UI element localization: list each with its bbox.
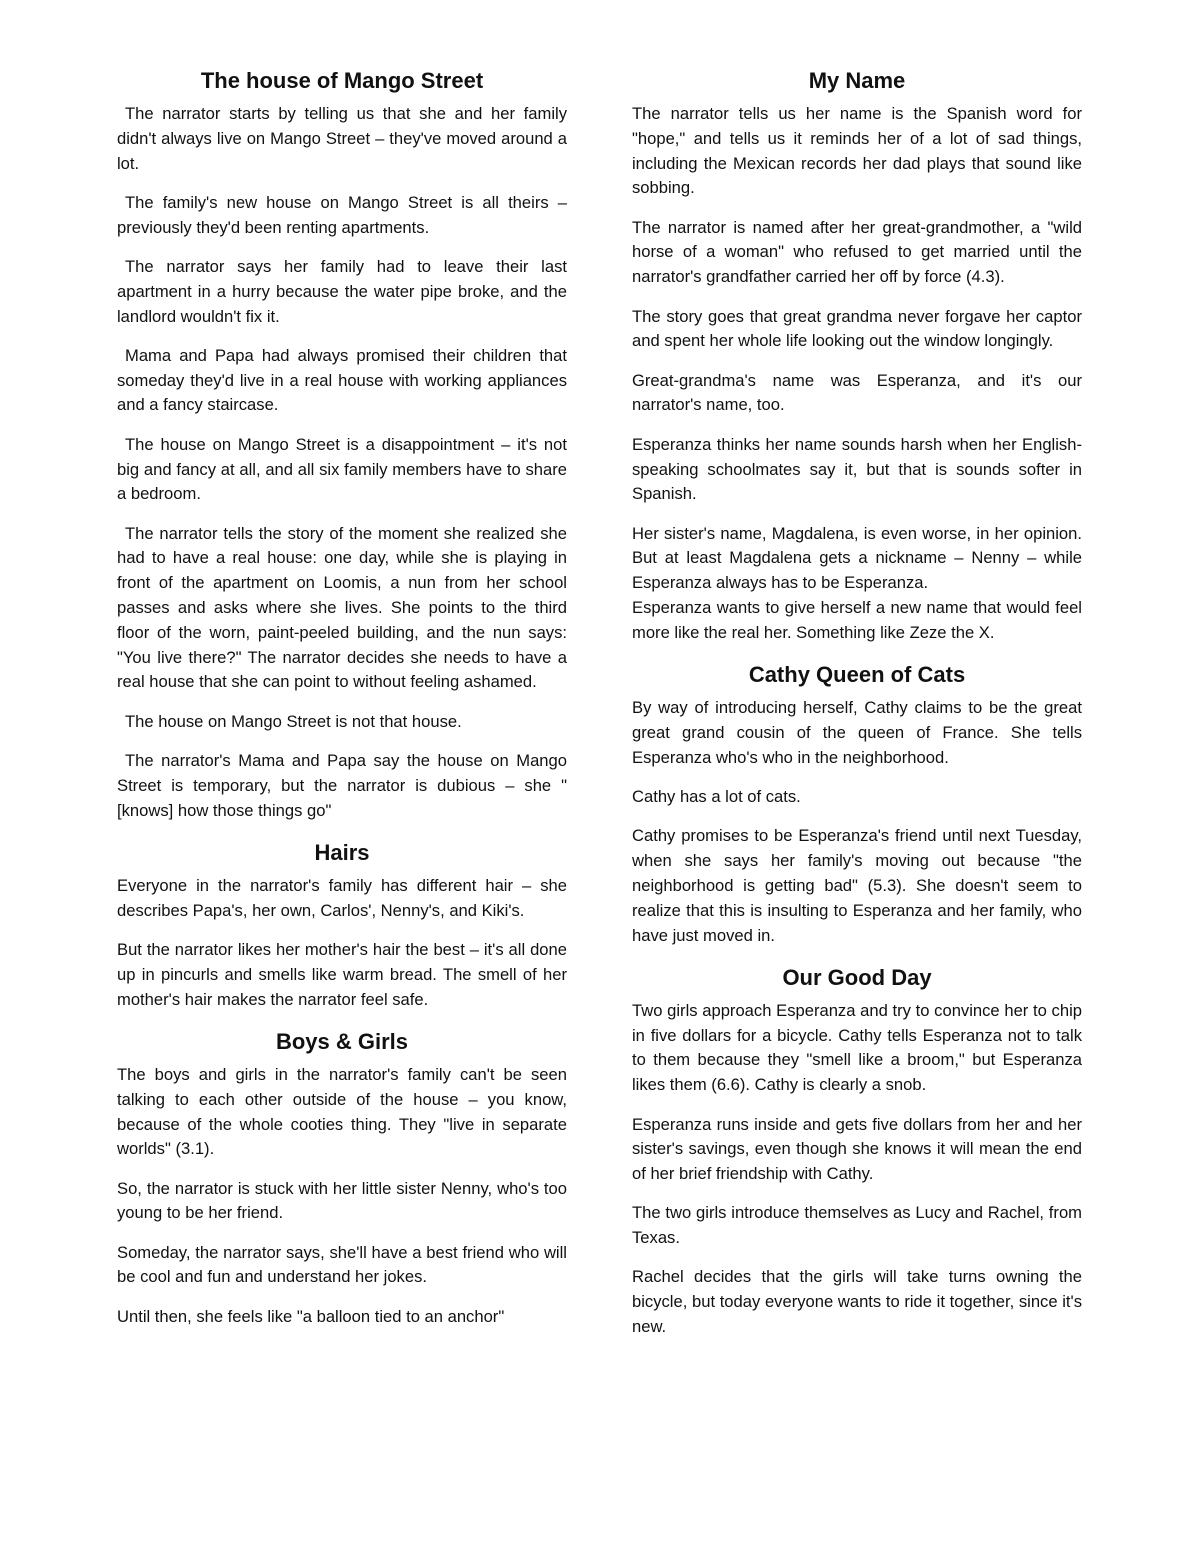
- paragraph: Everyone in the narrator's family has different hair – she describes Papa's, her own, Carlos', Nenny's, and Kiki's.: [117, 875, 567, 920]
- section-title: Our Good Day: [782, 964, 932, 990]
- paragraph: Esperanza wants to give herself a new name that would feel more like the real her. Something like Zeze the X.: [632, 598, 1082, 642]
- section-my-name: [632, 66, 1082, 646]
- paragraph: The house on Mango Street is not that house.: [125, 711, 462, 731]
- section-boys-and-girls: [117, 1027, 567, 1330]
- paragraph: Esperanza thinks her name sounds harsh when her English-speaking schoolmates say it, but that is sounds softer in Spanish.: [632, 434, 1082, 504]
- paragraph: By way of introducing herself, Cathy claims to be the great great grand cousin of the queen of France. She tells Esperanza who's who in the neighborhood.: [632, 698, 1082, 767]
- paragraph: Mama and Papa had always promised their children that someday they'd live in a real house with working appliances and a fancy staircase.: [117, 345, 567, 415]
- paragraph: Two girls approach Esperanza and try to convince her to chip in five dollars for a bicycle. Cathy tells Esperanza not to talk to them because they "smell like a broom," but Esperanza likes them (6.6). Cathy is clearly a snob.: [632, 1000, 1082, 1095]
- paragraph: The narrator tells us her name is the Spanish word for "hope," and tells us it reminds her of a lot of sad things, including the Mexican records her dad plays that sound like sobbing.: [632, 104, 1082, 198]
- left-column: [117, 66, 567, 1344]
- paragraph: Esperanza runs inside and gets five dollars from her and her sister's savings, even though she knows it will mean the end of her brief friendship with Cathy.: [632, 1114, 1082, 1184]
- paragraph: The narrator starts by telling us that she and her family didn't always live on Mango Street – they've moved around a lot.: [117, 104, 567, 173]
- paragraph: Cathy promises to be Esperanza's friend until next Tuesday, when she says her family's moving out because "the neighborhood is getting bad" (5.3). She doesn't seem to realize that this is insulting to Esperanza and her family, who have just moved in.: [632, 826, 1082, 945]
- section-title: The house of Mango Street: [200, 68, 484, 93]
- section-title: Boys & Girls: [275, 1028, 409, 1054]
- paragraph: The boys and girls in the narrator's family can't be seen talking to each other outside of the house – you know, because of the whole cooties thing. They "live in separate worlds" (3.1).: [117, 1064, 567, 1159]
- paragraph: But the narrator likes her mother's hair the best – it's all done up in pincurls and smells like warm bread. The smell of her mother's hair makes the narrator feel safe.: [117, 940, 567, 1009]
- paragraph: The story goes that great grandma never forgave her captor and spent her whole life looking out the window longingly.: [632, 306, 1082, 351]
- paragraph: Until then, she feels like "a balloon tied to an anchor": [117, 1306, 505, 1326]
- paragraph: Someday, the narrator says, she'll have a best friend who will be cool and fun and understand her jokes.: [117, 1242, 567, 1287]
- section-title: Hairs: [314, 839, 370, 865]
- paragraph: Great-grandma's name was Esperanza, and it's our narrator's name, too.: [632, 370, 1082, 415]
- paragraph: The narrator's Mama and Papa say the house on Mango Street is temporary, but the narrator is dubious – she "[knows] how those things go": [117, 751, 567, 820]
- section-title: Cathy Queen of Cats: [748, 662, 966, 688]
- section-hairs: [117, 838, 567, 1012]
- paragraph: The narrator is named after her great-grandmother, a "wild horse of a woman" who refused to get married until the narrator's grandfather carried her off by force (4.3).: [632, 217, 1082, 287]
- paragraph: The family's new house on Mango Street is all theirs – previously they'd been renting apartments.: [117, 192, 567, 237]
- paragraph: Her sister's name, Magdalena, is even worse, in her opinion. But at least Magdalena gets a nickname – Nenny – while Esperanza always has to be Esperanza.: [632, 523, 1082, 593]
- paragraph: Rachel decides that the girls will take turns owning the bicycle, but today everyone wants to ride it together, since it's new.: [632, 1267, 1082, 1337]
- section-cathy-queen-of-cats: [632, 660, 1082, 948]
- right-column: [632, 66, 1082, 1354]
- paragraph: Cathy has a lot of cats.: [632, 787, 801, 807]
- paragraph: The narrator tells the story of the moment she realized she had to have a real house: one day, while she is playing in front of the apartment on Loomis, a nun from her school passes and asks where she lives. She points to the third floor of the worn, paint-peeled building, and the nun says: "You live there?" The narrator decides she needs to have a real house that she can point to without feeling ashamed.: [117, 523, 567, 692]
- section-our-good-day: [632, 963, 1082, 1340]
- section-title: My Name: [808, 68, 906, 93]
- paragraph: So, the narrator is stuck with her little sister Nenny, who's too young to be her friend.: [117, 1178, 567, 1223]
- section-house-of-mango-street: [117, 66, 567, 823]
- paragraph: The house on Mango Street is a disappointment – it's not big and fancy at all, and all six family members have to share a bedroom.: [117, 434, 567, 504]
- paragraph: The two girls introduce themselves as Lucy and Rachel, from Texas.: [632, 1203, 1082, 1248]
- paragraph: The narrator says her family had to leave their last apartment in a hurry because the water pipe broke, and the landlord wouldn't fix it.: [117, 256, 567, 326]
